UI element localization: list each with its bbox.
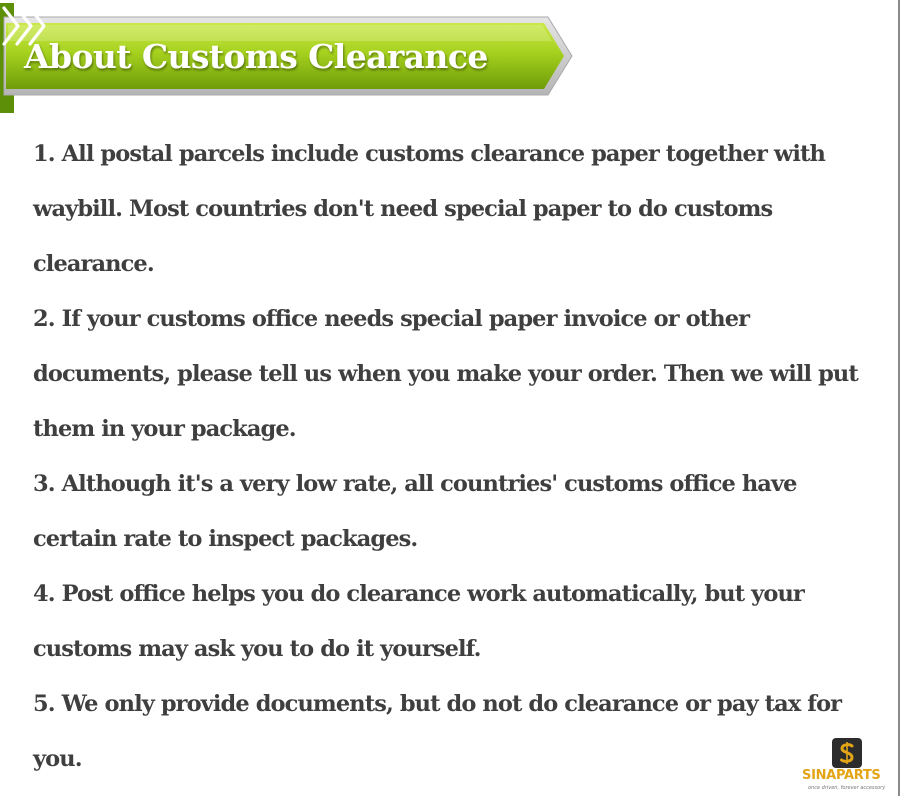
info-item-1: 1. All postal parcels include customs clearance paper together with waybill. Most countries don't need special paper to do customs clearance. bbox=[33, 141, 825, 277]
section-banner bbox=[0, 3, 580, 113]
banner-title: About Customs Clearance bbox=[24, 37, 488, 76]
info-item-2: 2. If your customs office needs special paper invoice or other documents, please tell us when you make your order. Then we will put them in your package. bbox=[33, 306, 858, 442]
logo-s-icon bbox=[832, 738, 862, 768]
logo-tagline: once driven, forever accessory bbox=[808, 785, 886, 791]
logo-name: SINAPARTS bbox=[802, 768, 881, 783]
customs-info-list bbox=[33, 127, 873, 787]
info-item-3: 3. Although it's a very low rate, all countries' customs office have certain rate to inspect packages. bbox=[33, 471, 797, 552]
triple-chevron-right-icon bbox=[0, 3, 52, 49]
brand-logo bbox=[802, 738, 894, 794]
info-item-5: 5. We only provide documents, but do not do clearance or pay tax for you. bbox=[33, 691, 842, 772]
info-item-4: 4. Post office helps you do clearance work automatically, but your customs may ask you to do it yourself. bbox=[33, 581, 804, 662]
